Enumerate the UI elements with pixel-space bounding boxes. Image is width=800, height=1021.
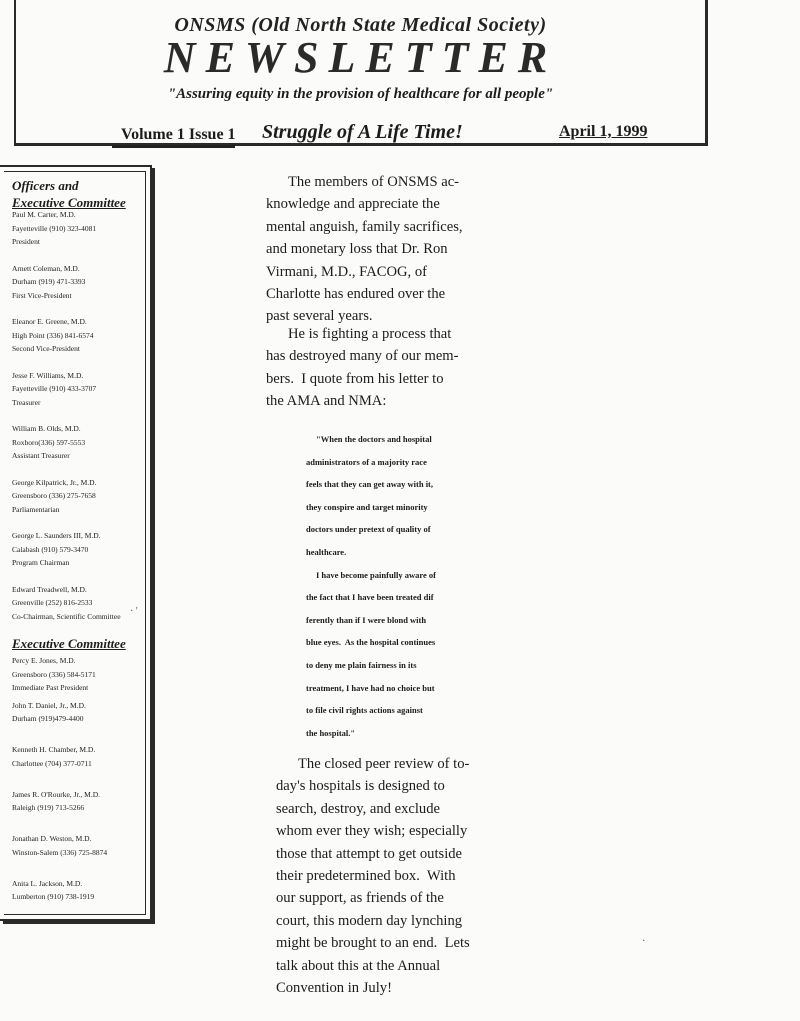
- officer-name: George L. Saunders III, M.D.: [12, 531, 101, 540]
- officer-phone: Durham (919) 471-3393: [12, 277, 86, 286]
- volume-issue: Volume 1 Issue 1: [121, 126, 236, 143]
- scan-speck: · ': [130, 606, 138, 617]
- officer-name: James R. O'Rourke, Jr., M.D.: [12, 789, 101, 799]
- officer-phone: Roxboro(336) 597-5553: [12, 437, 86, 447]
- officer-entry: [12, 208, 142, 249]
- scan-speck: ·: [642, 936, 646, 947]
- text-line: He is fighting a process that: [288, 326, 452, 342]
- text-line: past several years.: [266, 308, 373, 325]
- officer-role: Immediate Past President: [12, 683, 89, 692]
- officer-entry: [12, 583, 142, 624]
- officer-role: Assistant Treasurer: [12, 451, 70, 460]
- text-line: Convention in July!: [276, 980, 392, 997]
- officer-phone: Calabash (910) 579-3470: [12, 544, 89, 554]
- quoted-letter: [306, 428, 496, 744]
- officer-entry: [12, 476, 142, 517]
- officer-entry: [12, 743, 142, 770]
- officer-name: Percy E. Jones, M.D.: [12, 656, 76, 665]
- tagline: "Assuring equity in the provision of healthcare for all people": [167, 86, 554, 102]
- article-paragraph-3: [276, 753, 506, 999]
- officer-name: Jonathan D. Weston, M.D.: [12, 834, 92, 843]
- officer-phone: Charlottee (704) 377-0711: [12, 758, 92, 768]
- text-line: ferently than if I were blond with: [306, 614, 427, 625]
- officer-entry: [12, 529, 142, 570]
- newsletter-title: NEWSLETTER: [163, 33, 558, 82]
- organization-name: ONSMS (Old North State Medical Society): [174, 14, 547, 36]
- officer-name: John T. Daniel, Jr., M.D.: [12, 700, 86, 710]
- officer-entry: [12, 699, 142, 726]
- officer-role: President: [12, 237, 40, 246]
- officer-role: Parliamentarian: [12, 504, 60, 514]
- text-line: day's hospitals is designed to: [276, 778, 445, 795]
- text-line: mental anguish, family sacrifices,: [266, 218, 463, 235]
- officer-role: Program Chairman: [12, 558, 70, 567]
- text-line: to deny me plain fairness in its: [306, 659, 417, 670]
- text-line: doctors under pretext of quality of: [306, 524, 431, 535]
- divider: [112, 145, 235, 148]
- officer-entry: [12, 654, 142, 695]
- officer-name: George Kilpatrick, Jr., M.D.: [12, 477, 97, 487]
- text-line: Virmani, M.D., FACOG, of: [266, 263, 428, 280]
- officer-entry: [12, 422, 142, 463]
- officer-entry: [12, 262, 142, 303]
- officer-phone: Durham (919)479-4400: [12, 714, 84, 723]
- officer-phone: Winston-Salem (336) 725-8874: [12, 847, 108, 857]
- officer-phone: Greenville (252) 816-2533: [12, 598, 93, 607]
- text-line: might be brought to an end. Lets: [276, 935, 470, 952]
- officer-entry: [12, 788, 142, 815]
- paragraph-3-lines: [276, 753, 506, 999]
- text-line: I have become painfully aware of: [316, 569, 437, 580]
- text-line: "When the doctors and hospital: [316, 434, 432, 444]
- officer-role: Second Vice-President: [12, 344, 80, 353]
- text-line: those that attempt to get outside: [276, 845, 463, 862]
- exec-committee-title: [12, 635, 126, 652]
- text-line: to file civil rights actions against: [306, 705, 423, 716]
- officer-entry: [12, 877, 142, 904]
- text-line: talk about this at the Annual: [276, 957, 441, 974]
- headline: Struggle of A Life Time!: [262, 121, 463, 143]
- sidebar-title-2-text: Executive Committee: [12, 195, 126, 210]
- text-line: they conspire and target minority: [306, 501, 428, 512]
- officer-name: Eleanor E. Greene, M.D.: [12, 317, 87, 326]
- officer-phone: Raleigh (919) 713-5266: [12, 803, 85, 812]
- text-line: the fact that I have been treated dif: [306, 592, 434, 603]
- text-line: treatment, I have had no choice but: [306, 682, 435, 693]
- text-line: their predetermined box. With: [276, 868, 456, 885]
- quote-lines: [306, 428, 496, 744]
- text-line: healthcare.: [306, 546, 347, 557]
- text-line: whom ever they wish; especially: [276, 823, 468, 840]
- text-line: the hospital.": [306, 727, 356, 738]
- issue-date: April 1, 1999: [559, 123, 648, 140]
- officer-entry: [12, 369, 142, 410]
- officer-phone: Fayetteville (910) 323-4081: [12, 223, 97, 233]
- officer-name: Paul M. Carter, M.D.: [12, 210, 76, 219]
- text-line: knowledge and appreciate the: [266, 196, 440, 213]
- officer-entry: [12, 315, 142, 356]
- paragraph-2-lines: [266, 323, 496, 413]
- officer-name: Jesse F. Williams, M.D.: [12, 370, 84, 380]
- officer-name: Kenneth H. Chamber, M.D.: [12, 745, 96, 754]
- sidebar-title-1: Officers and: [12, 178, 79, 193]
- text-line: The members of ONSMS ac-: [288, 174, 460, 190]
- officer-role: Co-Chairman, Scientific Committee: [12, 611, 121, 621]
- text-line: search, destroy, and exclude: [276, 800, 440, 817]
- text-line: court, this modern day lynching: [276, 912, 463, 929]
- officer-phone: Fayetteville (910) 433-3707: [12, 384, 97, 393]
- officer-name: William B. Olds, M.D.: [12, 424, 81, 433]
- exec-committee-title-text: Executive Committee: [12, 636, 126, 651]
- text-line: The closed peer review of to-: [298, 756, 470, 772]
- article-paragraph-1: [266, 171, 496, 328]
- paragraph-1-lines: [266, 171, 496, 328]
- officer-phone: Greensboro (336) 584-5171: [12, 669, 96, 679]
- officer-phone: Lumberton (910) 738-1919: [12, 892, 95, 901]
- officer-name: Arnett Coleman, M.D.: [12, 263, 80, 273]
- article-paragraph-2: [266, 323, 496, 413]
- text-line: blue eyes. As the hospital continues: [306, 637, 436, 648]
- text-line: feels that they can get away with it,: [306, 479, 434, 490]
- text-line: our support, as friends of the: [276, 890, 444, 907]
- officer-entry: [12, 832, 142, 859]
- text-line: and monetary loss that Dr. Ron: [266, 241, 448, 258]
- officer-role: Treasurer: [12, 397, 41, 407]
- text-line: Charlotte has endured over the: [266, 286, 446, 303]
- text-line: has destroyed many of our mem-: [266, 348, 459, 365]
- officer-role: First Vice-President: [12, 290, 72, 300]
- text-line: the AMA and NMA:: [266, 393, 387, 410]
- officer-name: Edward Treadwell, M.D.: [12, 584, 87, 594]
- text-line: bers. I quote from his letter to: [266, 370, 444, 387]
- text-line: administrators of a majority race: [306, 456, 427, 467]
- officer-phone: Greensboro (336) 275-7658: [12, 491, 96, 500]
- officer-phone: High Point (336) 841-6574: [12, 330, 94, 340]
- officer-name: Anita L. Jackson, M.D.: [12, 878, 83, 888]
